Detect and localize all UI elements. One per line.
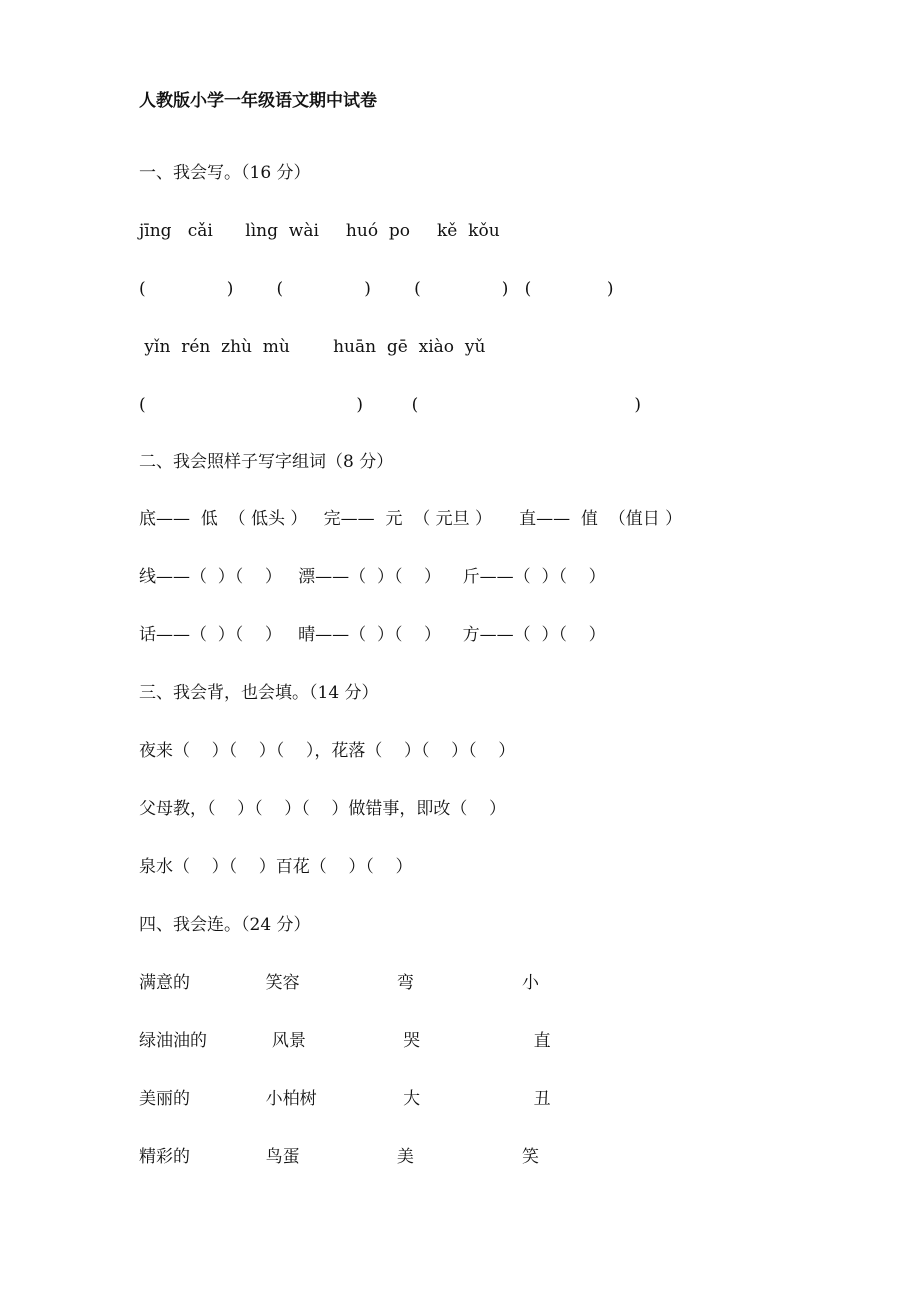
word-blank-row-2: 话——（ ）（ ） 晴——（ ）（ ） 方——（ ）（ ）	[139, 625, 606, 645]
match-row-4: 精彩的 鸟蛋 美 笑	[139, 1147, 539, 1167]
match-row-3: 美丽的 小柏树 大 丑	[139, 1089, 551, 1109]
section-1-heading: 一、我会写。（16 分）	[139, 163, 311, 183]
match-row-2: 绿油油的 风景 哭 直	[139, 1031, 551, 1051]
pinyin-row-2: yǐn rén zhù mù huān gē xiào yǔ	[139, 337, 486, 357]
pinyin-row-1: jīng cǎi lìng wài huó po kě kǒu	[139, 221, 500, 241]
answer-blanks-row-1: ( ) ( ) ( ) ( )	[139, 279, 614, 299]
word-blank-row-1: 线——（ ）（ ） 漂——（ ）（ ） 斤——（ ）（ ）	[139, 567, 606, 587]
answer-blanks-row-2: ( ) ( )	[139, 395, 642, 415]
recite-line-2: 父母教，（ ）（ ）（ ）做错事，即改（ ）	[139, 799, 506, 819]
section-4-heading: 四、我会连。（24 分）	[139, 915, 311, 935]
section-2-heading: 二、我会照样子写字组词（8 分）	[139, 452, 394, 472]
match-row-1: 满意的 笑容 弯 小	[139, 973, 539, 993]
page-title: 人教版小学一年级语文期中试卷	[139, 91, 377, 111]
word-example-row: 底—— 低 （ 低头 ） 完—— 元 （ 元旦 ） 直—— 值 （值日 ）	[139, 509, 683, 529]
recite-line-3: 泉水（ ）（ ）百花（ ）（ ）	[139, 857, 413, 877]
recite-line-1: 夜来（ ）（ ）（ ），花落（ ）（ ）（ ）	[139, 741, 516, 761]
section-3-heading: 三、我会背，也会填。（14 分）	[139, 683, 379, 703]
